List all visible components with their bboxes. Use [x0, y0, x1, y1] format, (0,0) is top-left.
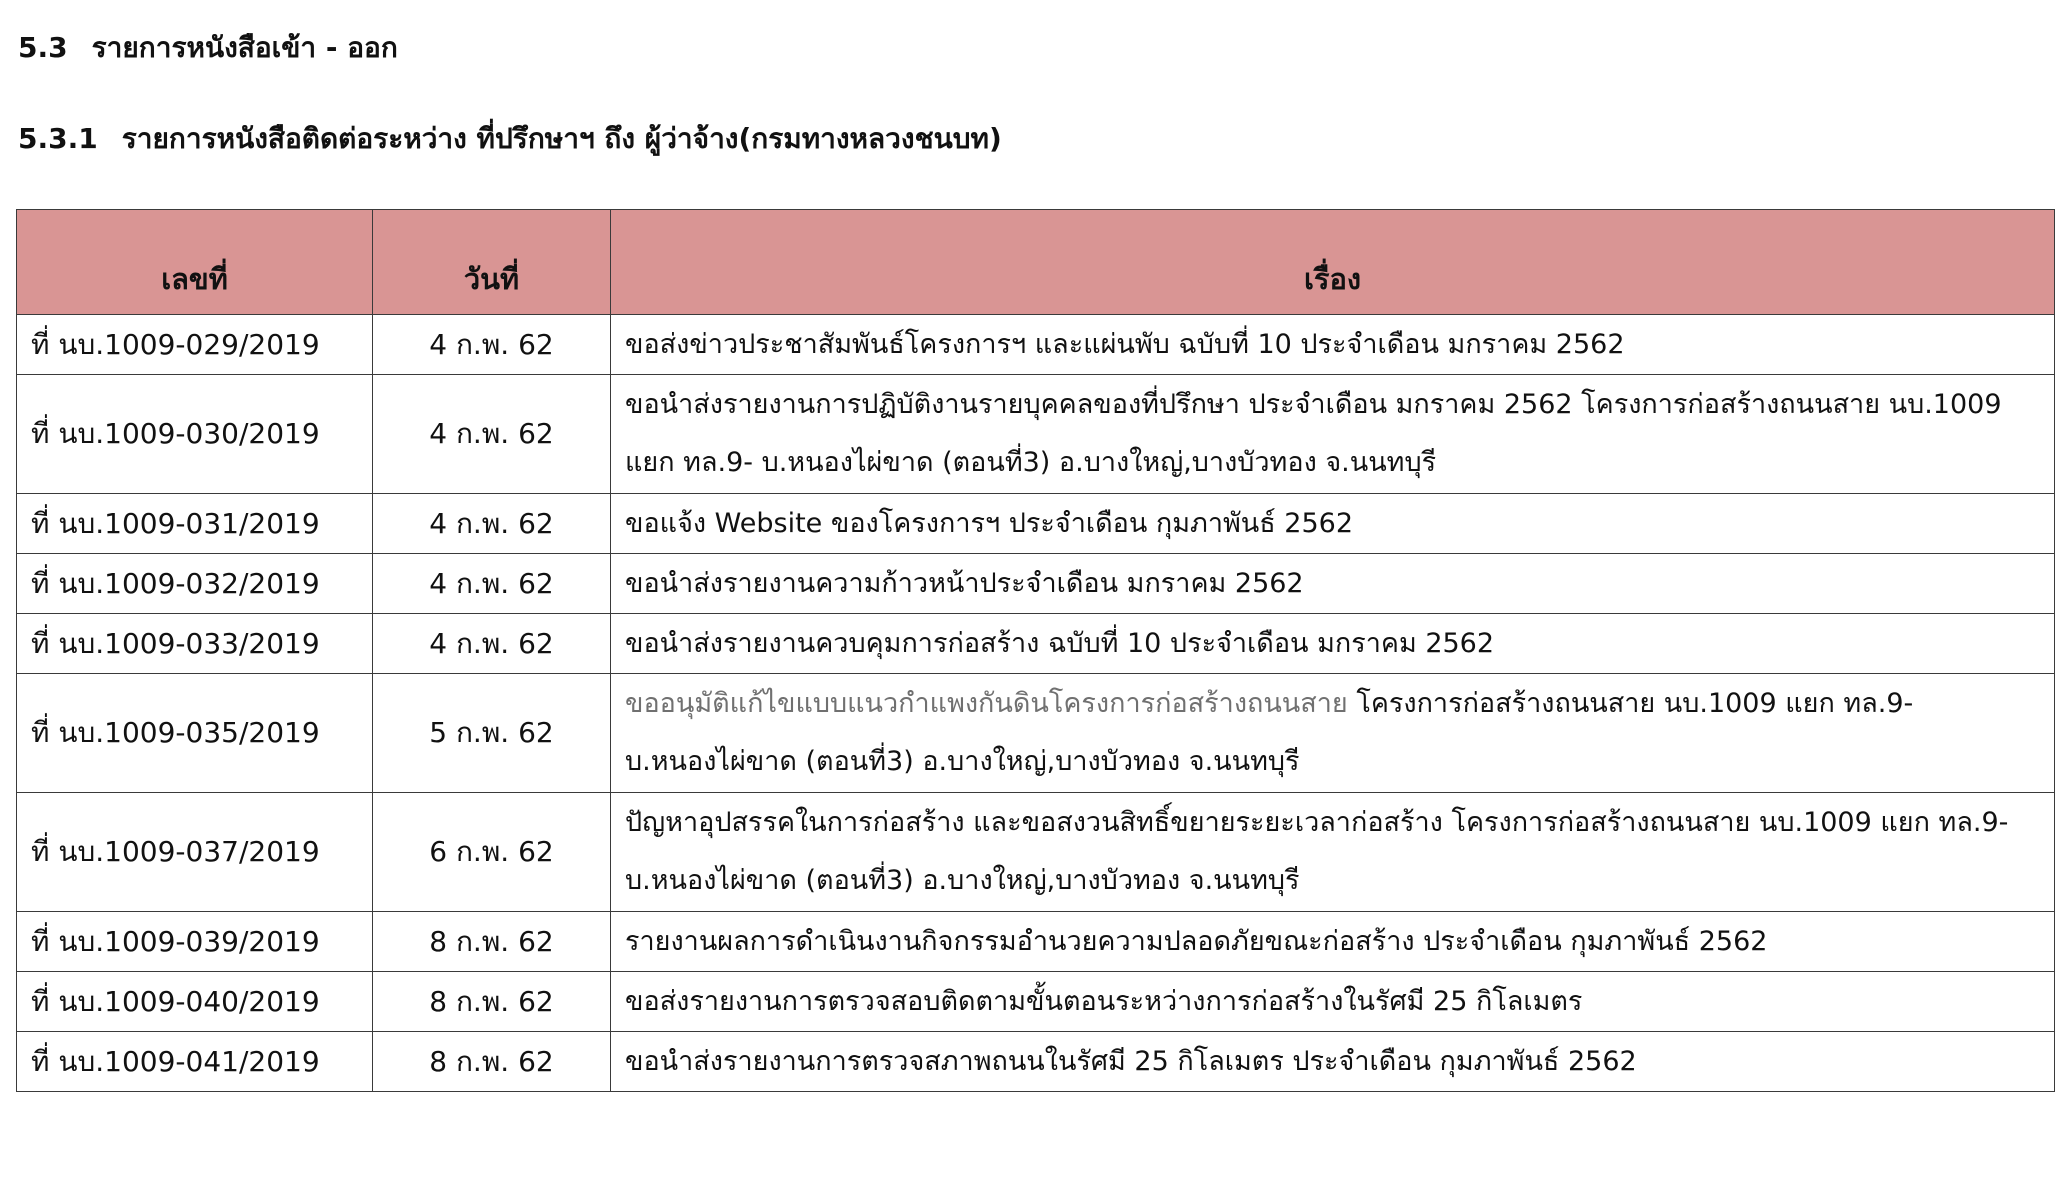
- document-subject-grey-text: ขออนุมัติแก้ไขแบบแนวกำแพงกันดินโครงการก่อสร้างถนนสาย: [625, 688, 1348, 719]
- document-date-cell: 4 ก.พ. 62: [373, 554, 611, 614]
- document-date-cell: 8 ก.พ. 62: [373, 912, 611, 972]
- document-subject-cell: ขอนำส่งรายงานควบคุมการก่อสร้าง ฉบับที่ 10 ประจำเดือน มกราคม 2562: [611, 614, 2055, 674]
- subsection-number: 5.3.1: [18, 122, 98, 155]
- document-number-cell: ที่ นบ.1009-032/2019: [17, 554, 373, 614]
- document-number-cell: ที่ นบ.1009-039/2019: [17, 912, 373, 972]
- document-subject-cell: รายงานผลการดำเนินงานกิจกรรมอำนวยความปลอดภัยขณะก่อสร้าง ประจำเดือน กุมภาพันธ์ 2562: [611, 912, 2055, 972]
- section-heading: [18, 30, 398, 66]
- document-date-cell: 8 ก.พ. 62: [373, 1032, 611, 1092]
- document-number-cell: ที่ นบ.1009-031/2019: [17, 494, 373, 554]
- table-row: [17, 793, 2055, 912]
- column-header-date: วันที่: [373, 210, 611, 315]
- section-title: รายการหนังสือเข้า - ออก: [91, 31, 398, 64]
- document-date-cell: 4 ก.พ. 62: [373, 614, 611, 674]
- document-number-cell: ที่ นบ.1009-033/2019: [17, 614, 373, 674]
- document-number-cell: ที่ นบ.1009-037/2019: [17, 793, 373, 912]
- document-subject-text: โครงการก่อสร้างถนนสาย นบ.1009 แยก ทล.9- บ.หนองไผ่ขาด (ตอนที่3) อ.บางใหญ่,บางบัวทอง จ.นนทบุรี: [625, 688, 1914, 777]
- document-subject-cell: ขอนำส่งรายงานการปฏิบัติงานรายบุคคลของที่ปรึกษา ประจำเดือน มกราคม 2562 โครงการก่อสร้างถนนสาย นบ.1009 แยก ทล.9- บ.หนองไผ่ขาด (ตอนที่3) อ.บางใหญ่,บางบัวทอง จ.นนทบุรี: [611, 375, 2055, 494]
- table-header: [17, 210, 2055, 315]
- document-date-cell: 4 ก.พ. 62: [373, 375, 611, 494]
- document-date-cell: 4 ก.พ. 62: [373, 494, 611, 554]
- document-date-cell: 8 ก.พ. 62: [373, 972, 611, 1032]
- document-list-table: [16, 209, 2055, 1092]
- table-row: [17, 375, 2055, 494]
- document-subject-cell: ขอส่งรายงานการตรวจสอบติดตามขั้นตอนระหว่างการก่อสร้างในรัศมี 25 กิโลเมตร: [611, 972, 2055, 1032]
- table-row: [17, 494, 2055, 554]
- column-header-subject: เรื่อง: [611, 210, 2055, 315]
- document-number-cell: ที่ นบ.1009-035/2019: [17, 674, 373, 793]
- document-date-cell: 5 ก.พ. 62: [373, 674, 611, 793]
- document-subject-cell: ขอส่งข่าวประชาสัมพันธ์โครงการฯ และแผ่นพับ ฉบับที่ 10 ประจำเดือน มกราคม 2562: [611, 315, 2055, 375]
- subsection-title: รายการหนังสือติดต่อระหว่าง ที่ปรึกษาฯ ถึง ผู้ว่าจ้าง(กรมทางหลวงชนบท): [121, 122, 1002, 155]
- table-row: [17, 912, 2055, 972]
- document-subject-cell: [611, 674, 2055, 793]
- table-row: [17, 674, 2055, 793]
- section-number: 5.3: [18, 31, 68, 64]
- table-row: [17, 315, 2055, 375]
- subsection-heading: [18, 121, 1002, 157]
- document-date-cell: 4 ก.พ. 62: [373, 315, 611, 375]
- document-subject-cell: ขอนำส่งรายงานความก้าวหน้าประจำเดือน มกราคม 2562: [611, 554, 2055, 614]
- document-subject-cell: ขอนำส่งรายงานการตรวจสภาพถนนในรัศมี 25 กิโลเมตร ประจำเดือน กุมภาพันธ์ 2562: [611, 1032, 2055, 1092]
- document-subject-cell: ปัญหาอุปสรรคในการก่อสร้าง และขอสงวนสิทธิ์ขยายระยะเวลาก่อสร้าง โครงการก่อสร้างถนนสาย นบ.1009 แยก ทล.9-บ.หนองไผ่ขาด (ตอนที่3) อ.บางใหญ่,บางบัวทอง จ.นนทบุรี: [611, 793, 2055, 912]
- document-subject-cell: ขอแจ้ง Website ของโครงการฯ ประจำเดือน กุมภาพันธ์ 2562: [611, 494, 2055, 554]
- document-date-cell: 6 ก.พ. 62: [373, 793, 611, 912]
- document-number-cell: ที่ นบ.1009-029/2019: [17, 315, 373, 375]
- document-number-cell: ที่ นบ.1009-030/2019: [17, 375, 373, 494]
- table-row: [17, 1032, 2055, 1092]
- table-row: [17, 554, 2055, 614]
- table-row: [17, 614, 2055, 674]
- document-number-cell: ที่ นบ.1009-040/2019: [17, 972, 373, 1032]
- column-header-number: เลขที่: [17, 210, 373, 315]
- document-number-cell: ที่ นบ.1009-041/2019: [17, 1032, 373, 1092]
- table-row: [17, 972, 2055, 1032]
